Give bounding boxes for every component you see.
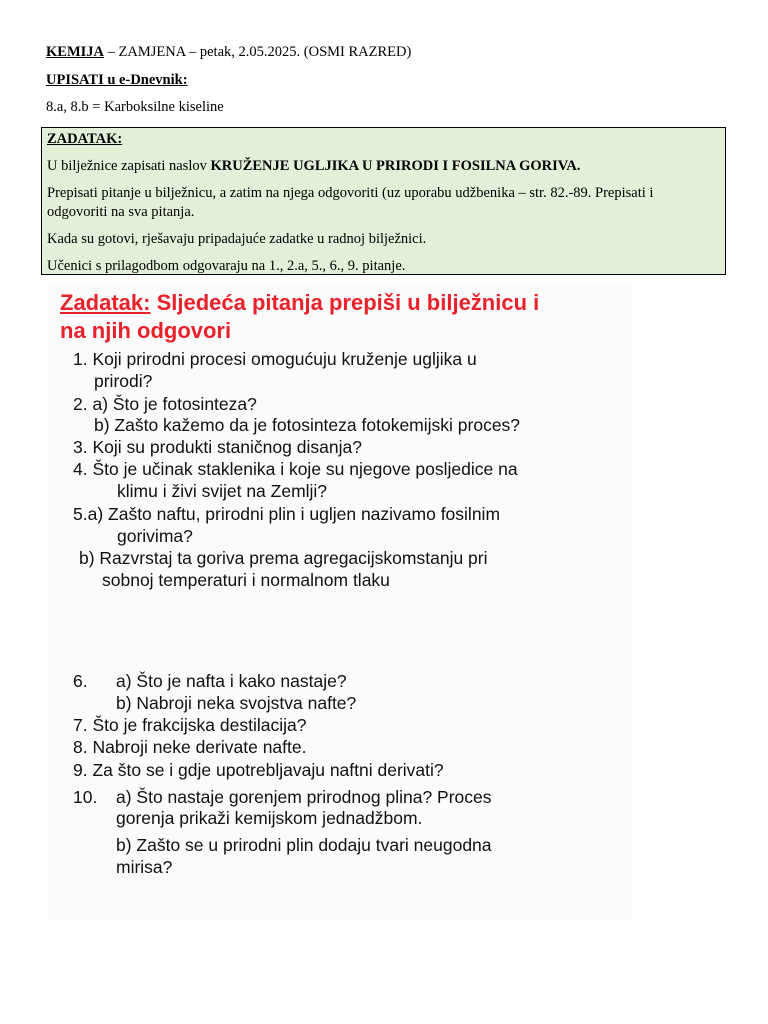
question-8: 8. Nabroji neke derivate nafte.	[73, 737, 307, 757]
question-6b: b) Nabroji neka svojstva nafte?	[116, 693, 357, 713]
zadatak-label: Zadatak:	[60, 290, 151, 315]
task-line-4: Učenici s prilagodbom odgovaraju na 1., 2.a, 5., 6., 9. pitanje.	[47, 258, 406, 274]
task-line-2a: Prepisati pitanje u bilježnicu, a zatim na njega odgovoriti (uz uporabu udžbenika – str. 82.-89. Prepisati i	[47, 185, 654, 201]
question-5a: 5.a) Zašto naftu, prirodni plin i ugljen nazivamo fosilnim	[73, 504, 501, 524]
question-6a: a) Što je nafta i kako nastaje?	[116, 671, 347, 691]
question-5b: gorivima?	[117, 526, 193, 546]
question-7: 7. Što je frakcijska destilacija?	[73, 715, 307, 735]
question-4a: 4. Što je učinak staklenika i koje su njegove posljedice na	[73, 459, 518, 479]
task-line-1	[47, 157, 720, 176]
question-2a: 2. a) Što je fotosinteza?	[73, 394, 257, 414]
question-9: 9. Za što se i gdje upotrebljavaju naftni derivati?	[73, 760, 444, 780]
subject-detail: – ZAMJENA – petak, 2.05.2025. (OSMI RAZRED)	[104, 44, 412, 60]
lesson-title: 8.a, 8.b = Karboksilne kiseline	[46, 99, 224, 115]
task-title: ZADATAK:	[47, 131, 123, 147]
question-10c: b) Zašto se u prirodni plin dodaju tvari neugodna	[116, 835, 492, 855]
zadatak-heading-rest: Sljedeća pitanja prepiši u bilježnicu i	[150, 290, 540, 315]
task-line-1-bold: KRUŽENJE UGLJIKA U PRIRODI I FOSILNA GORIVA.	[210, 158, 581, 174]
task-line-2b: odgovoriti na sva pitanja.	[47, 204, 195, 220]
task-line-3: Kada su gotovi, rješavaju pripadajuće zadatke u radnoj bilježnici.	[47, 231, 427, 247]
question-10b: gorenja prikaži kemijskom jednadžbom.	[116, 808, 423, 828]
upisati-label: UPISATI u e-Dnevnik:	[46, 72, 188, 88]
question-1b: prirodi?	[94, 371, 153, 391]
question-10-number: 10.	[73, 787, 98, 807]
zadatak-heading-line2: na njih odgovori	[60, 318, 232, 343]
task-line-1-text: U bilježnice zapisati naslov	[47, 158, 211, 174]
question-2b: b) Zašto kažemo da je fotosinteza fotokemijski proces?	[94, 415, 521, 435]
task-box	[41, 127, 726, 275]
question-10a: a) Što nastaje gorenjem prirodnog plina? Proces	[116, 787, 492, 807]
zadatak-heading	[60, 290, 539, 316]
question-1a: 1. Koji prirodni procesi omogućuju kruženje ugljika u	[73, 349, 477, 369]
question-5d: sobnoj temperaturi i normalnom tlaku	[102, 570, 390, 590]
doc-header-line	[46, 44, 411, 61]
question-10d: mirisa?	[116, 857, 173, 877]
subject-label: KEMIJA	[46, 44, 104, 60]
question-6-number: 6.	[73, 671, 88, 691]
question-3: 3. Koji su produkti staničnog disanja?	[73, 437, 362, 457]
question-5c: b) Razvrstaj ta goriva prema agregacijskomstanju pri	[79, 548, 488, 568]
question-4b: klimu i živi svijet na Zemlji?	[117, 481, 328, 501]
